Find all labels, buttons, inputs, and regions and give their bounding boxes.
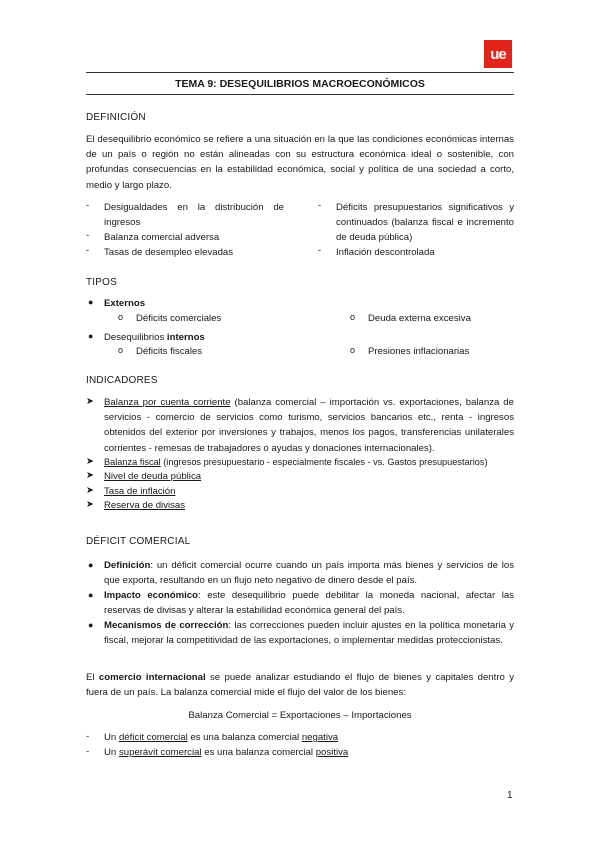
dash-bullet: -: [318, 245, 322, 256]
indicador-text: (balanza comercial – importación vs. exportaciones, balanza de servicios - comercio de servicios como turismo, servicios bancarios etc., renta - ingresos obtenidos del exterior por inversiones y trabajos, menos los pagos, transferencias unilaterales corrientes - remesas de trabajadores o ayudas y donaciones internacionales).: [104, 397, 514, 454]
text-body: se puede analizar estudiando el flujo de bienes y capitales dentro y fuera de un país. La balanza comercial mide el flujo del valor de los bienes:: [86, 672, 515, 699]
bullet-dot: ●: [88, 620, 94, 630]
internos-prefix: Desequilibrios: [104, 332, 167, 343]
text-prefix: El: [86, 672, 99, 683]
circle-bullet: o: [118, 312, 124, 322]
dash-bullet: -: [86, 230, 90, 241]
bullet-label: Impacto económico: [104, 590, 198, 601]
dash-bullet: -: [86, 731, 90, 742]
underlined-term: negativa: [301, 732, 339, 743]
dash-bullet: -: [86, 746, 90, 757]
bullet-dot: ●: [88, 590, 94, 600]
indicador-item: [104, 498, 185, 513]
deficit-bullet: [104, 588, 514, 618]
balanza-item: [104, 745, 348, 760]
arrow-bullet: ➤: [86, 485, 95, 496]
list-item: Déficits fiscales: [136, 346, 203, 357]
definicion-heading: DEFINICIÓN: [86, 112, 146, 123]
text: es una balanza comercial: [187, 732, 302, 743]
arrow-bullet: ➤: [86, 396, 95, 407]
indicador-link: Reserva de divisas: [104, 500, 186, 511]
arrow-bullet: ➤: [86, 470, 95, 481]
externos-label: Externos: [104, 298, 146, 309]
bullet-text: : un déficit comercial ocurre cuando un país importa más bienes y servicios de los que exporta, resultando en un flujo neto negativo de dinero desde el país.: [104, 560, 514, 587]
indicador-item: [104, 484, 175, 499]
list-item: Déficits comerciales: [136, 313, 222, 324]
title-rule-top: [86, 72, 514, 73]
bullet-dot: ●: [88, 560, 94, 570]
dash-bullet: -: [318, 200, 322, 211]
balanza-item: [104, 730, 338, 745]
list-item: Tasas de desempleo elevadas: [104, 247, 234, 258]
list-item: Presiones inflacionarias: [368, 346, 470, 357]
page-title: TEMA 9: DESEQUILIBRIOS MACROECONÓMICOS: [175, 78, 425, 90]
definicion-paragraph: El desequilibrio económico se refiere a una situación en la que las condiciones económicas internas de un país o región no están alineadas con su estructura económica ideal o sostenible, con profundas consecuencias en la estabilidad económica, social y política de una sociedad a corto, medio y largo plazo.: [86, 134, 514, 191]
formula: Balanza Comercial = Exportaciones – Importaciones: [188, 710, 412, 721]
arrow-bullet: ➤: [86, 499, 95, 510]
underlined-term: déficit comercial: [118, 732, 188, 743]
arrow-bullet: ➤: [86, 456, 95, 467]
bullet-label: Mecanismos de corrección: [104, 620, 229, 631]
text: Un: [104, 732, 119, 743]
indicador-item: [104, 455, 516, 470]
list-item: Deuda externa excesiva: [368, 313, 471, 324]
comercio-paragraph: [86, 670, 514, 700]
indicadores-heading: INDICADORES: [86, 375, 158, 386]
indicador-item: [104, 469, 201, 484]
text-bold: comercio internacional: [98, 672, 206, 683]
list-item: Déficits presupuestarios significativos y continuados (balanza fiscal e incremento de deuda pública): [336, 202, 514, 243]
bullet-dot: ●: [88, 297, 94, 307]
deficit-bullet: [104, 558, 514, 588]
bullet-label: Definición: [104, 560, 151, 571]
circle-bullet: o: [350, 312, 356, 322]
page-number: 1: [507, 790, 513, 801]
title-rule-bottom: [86, 94, 514, 95]
list-item: Inflación descontrolada: [336, 247, 435, 258]
indicador-item: [104, 395, 514, 456]
dash-bullet: -: [86, 200, 90, 211]
indicador-link: Tasa de inflación: [104, 486, 176, 497]
indicador-link: Nivel de deuda pública: [104, 471, 202, 482]
indicador-link: Balanza fiscal: [104, 457, 161, 467]
bullet-text: : este desequilibrio puede debilitar la moneda nacional, afectar las reservas de divisas y alterar la estabilidad económica general del país.: [104, 590, 515, 617]
internos-label: [104, 330, 205, 345]
tipos-heading: TIPOS: [86, 277, 118, 288]
indicador-text: (ingresos presupuestario - especialmente fiscales - vs. Gastos presupuestarios): [160, 457, 488, 467]
indicador-link: Balanza por cuenta corriente: [104, 397, 231, 408]
ue-logo: ue: [484, 40, 512, 68]
deficit-heading: DÉFICIT COMERCIAL: [86, 536, 191, 547]
text: Un: [104, 747, 119, 758]
deficit-bullet: [104, 618, 514, 648]
dash-bullet: -: [86, 245, 90, 256]
underlined-term: positiva: [315, 747, 349, 758]
list-item: Balanza comercial adversa: [104, 232, 220, 243]
underlined-term: superávit comercial: [118, 747, 202, 758]
text: es una balanza comercial: [201, 747, 316, 758]
internos-bold: internos: [166, 332, 205, 343]
bullet-dot: ●: [88, 331, 94, 341]
list-item: Desigualdades en la distribución de ingresos: [104, 202, 284, 228]
circle-bullet: o: [118, 345, 124, 355]
circle-bullet: o: [350, 345, 356, 355]
bullet-text: : las correcciones pueden incluir ajustes en la política monetaria y fiscal, mejorar la competitividad de las exportaciones, o implementar medidas proteccionistas.: [104, 620, 514, 647]
